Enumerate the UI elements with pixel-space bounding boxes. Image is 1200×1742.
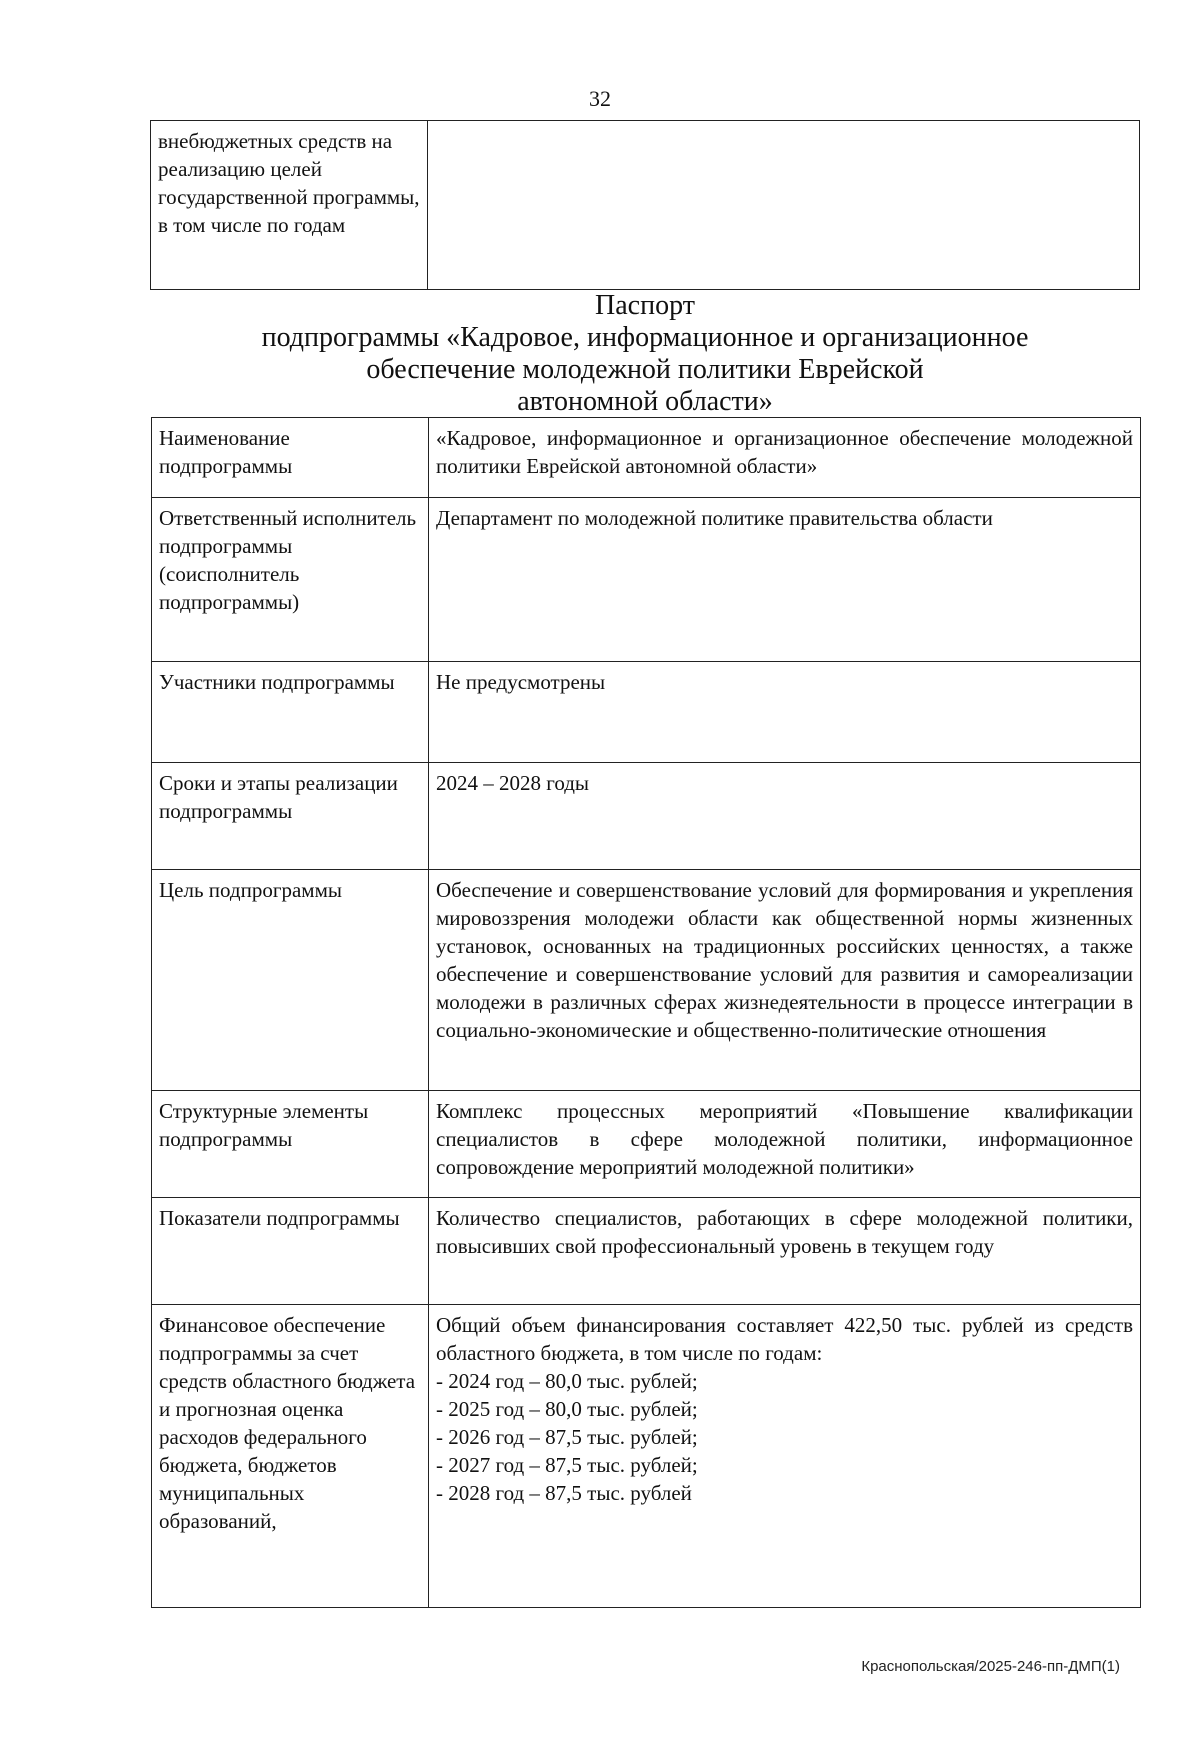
table-row: [152, 498, 1141, 662]
row-label: Ответственный исполнитель подпрограммы (соисполнитель подпрограммы): [152, 498, 429, 662]
row-label: Наименование подпрограммы: [152, 418, 429, 498]
financing-year: - 2028 год – 87,5 тыс. рублей: [436, 1481, 692, 1505]
financing-year: - 2025 год – 80,0 тыс. рублей;: [436, 1397, 698, 1421]
row-label: Структурные элементы подпрограммы: [152, 1091, 429, 1198]
row-label: Показатели подпрограммы: [152, 1198, 429, 1305]
row-label: Участники подпрограммы: [152, 662, 429, 763]
table-row: [152, 870, 1141, 1091]
passport-title-line: обеспечение молодежной политики Еврейской: [366, 354, 924, 385]
table-row: [152, 418, 1141, 498]
passport-title-line: Паспорт: [595, 290, 695, 321]
row-value: Комплекс процессных мероприятий «Повышение квалификации специалистов в сфере молодежной политики, информационное сопровождение мероприятий молодежной политики»: [429, 1091, 1141, 1198]
table-row: [152, 763, 1141, 870]
financing-year: - 2026 год – 87,5 тыс. рублей;: [436, 1425, 698, 1449]
table-row: [152, 662, 1141, 763]
row-value: Обеспечение и совершенствование условий для формирования и укрепления мировоззрения молодежи области как общественной нормы жизненных установок, основанных на традиционных российских ценностях, а также обеспечение и совершенствование условий для развития и самореализации молодежи в различных сферах жизнедеятельности в процессе интеграции в социально-экономические и общественно-политические отношения: [429, 870, 1141, 1091]
row-label: Цель подпрограммы: [152, 870, 429, 1091]
financing-year: - 2024 год – 80,0 тыс. рублей;: [436, 1369, 698, 1393]
table-row: [152, 1198, 1141, 1305]
footer-document-code: Краснопольская/2025-246-пп-ДМП(1): [861, 1658, 1120, 1675]
row-label: внебюджетных средств на реализацию целей государственной программы, в том числе по годам: [151, 121, 428, 290]
financing-cell: [429, 1305, 1141, 1608]
row-value: Департамент по молодежной политике правительства области: [429, 498, 1141, 662]
passport-title-line: подпрограммы «Кадровое, информационное и организационное: [261, 322, 1029, 353]
page-number: 32: [589, 86, 611, 111]
row-label: Финансовое обеспечение подпрограммы за счет средств областного бюджета и прогнозная оценка расходов федерального бюджета, бюджетов муниципальных образований,: [152, 1305, 429, 1608]
table-row: [151, 121, 1140, 290]
passport-title-line: автономной области»: [517, 386, 773, 417]
row-value: «Кадровое, информационное и организационное обеспечение молодежной политики Еврейской автономной области»: [429, 418, 1141, 498]
table-row: [152, 1305, 1141, 1608]
continuation-table: [150, 120, 1140, 290]
table-row: [152, 1091, 1141, 1198]
financing-year: - 2027 год – 87,5 тыс. рублей;: [436, 1453, 698, 1477]
row-label: Сроки и этапы реализации подпрограммы: [152, 763, 429, 870]
row-value: Не предусмотрены: [429, 662, 1141, 763]
row-value: [428, 121, 1140, 290]
passport-table: [151, 417, 1141, 1608]
financing-intro: Общий объем финансирования составляет 422,50 тыс. рублей из средств областного бюджета, в том числе по годам:: [436, 1313, 1133, 1365]
row-value: 2024 – 2028 годы: [429, 763, 1141, 870]
passport-title: [150, 290, 1140, 418]
row-value: Количество специалистов, работающих в сфере молодежной политики, повысивших свой профессиональный уровень в текущем году: [429, 1198, 1141, 1305]
